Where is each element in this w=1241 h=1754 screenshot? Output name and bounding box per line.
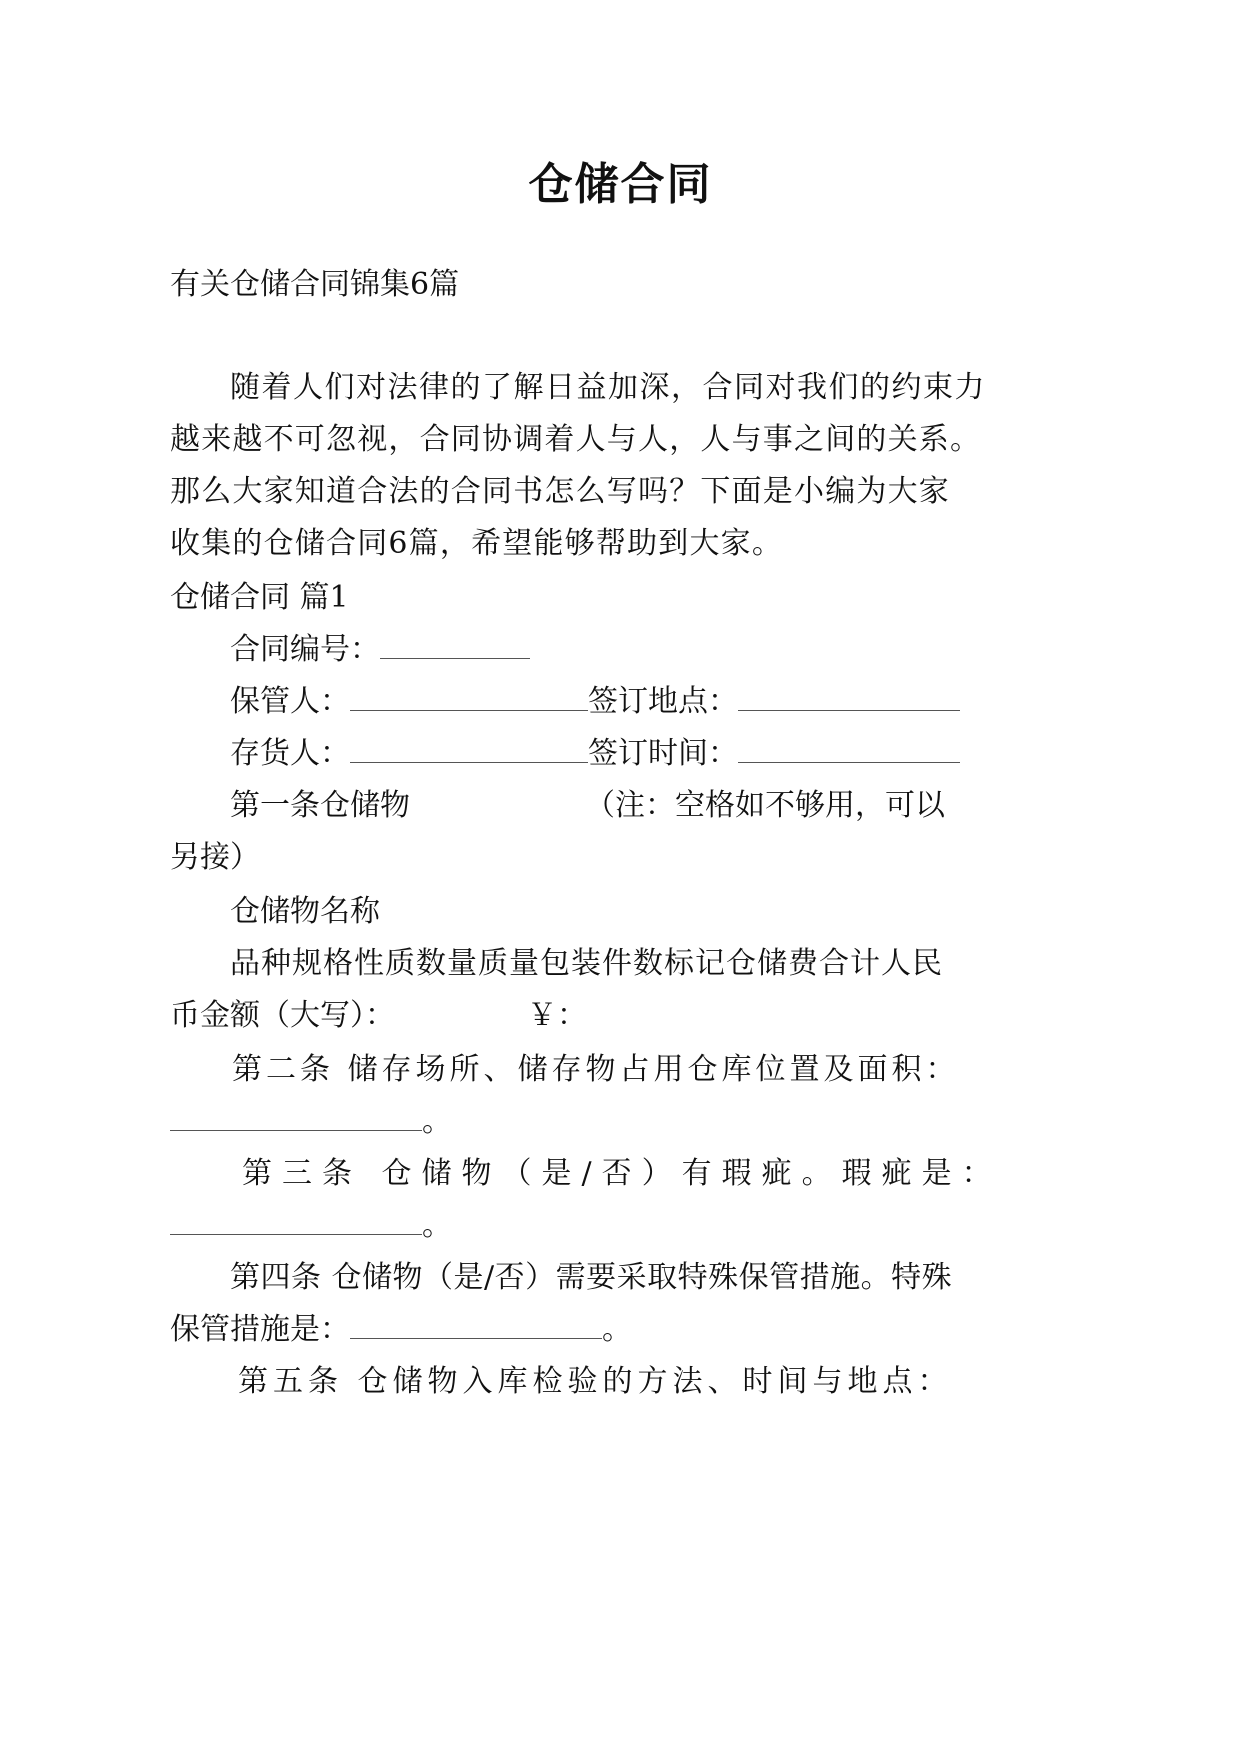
sign-place-label: 签订地点： xyxy=(588,684,738,719)
article-3-blank xyxy=(170,1233,422,1235)
article-5: 第五条 仓储物入库检验的方法、时间与地点： xyxy=(238,1364,953,1399)
article-4-cont: 保管措施是： xyxy=(170,1312,350,1347)
depositor-label: 存货人： xyxy=(230,736,350,771)
contract-number-row xyxy=(230,630,530,670)
intro-line-2: 越来越不可忽视，合同协调着人与人，人与事之间的关系。 xyxy=(170,422,982,457)
article-4-blank xyxy=(350,1337,602,1339)
goods-columns-line: 品种规格性质数量质量包装件数标记仓储费合计人民 xyxy=(230,946,943,981)
keeper-row xyxy=(230,682,960,722)
section-heading: 仓储合同 篇1 xyxy=(170,580,349,615)
contract-number-label: 合同编号： xyxy=(230,632,380,667)
article-1-note: （注：空格如不够用，可以 xyxy=(585,788,945,823)
article-3-period: 。 xyxy=(422,1208,452,1243)
intro-line-3: 那么大家知道合法的合同书怎么写吗？下面是小编为大家 xyxy=(170,474,950,509)
article-4-period: 。 xyxy=(602,1312,632,1347)
depositor-blank xyxy=(350,761,588,763)
article-2-blank-row xyxy=(170,1102,452,1142)
document-title: 仓储合同 xyxy=(528,159,713,210)
sign-time-label: 签订时间： xyxy=(588,736,738,771)
intro-line-4: 收集的仓储合同6篇，希望能够帮助到大家。 xyxy=(170,526,784,561)
article-3: 第三条 仓储物（是/否）有瑕疵。瑕疵是： xyxy=(242,1156,1002,1191)
keeper-blank xyxy=(350,709,588,711)
article-2-period: 。 xyxy=(422,1104,452,1139)
article-4-cont-row xyxy=(170,1310,632,1350)
article-1-note-cont: 另接） xyxy=(170,840,260,875)
contract-number-blank xyxy=(380,657,530,659)
goods-name-label: 仓储物名称 xyxy=(230,894,380,929)
article-3-blank-row xyxy=(170,1206,452,1246)
article-4: 第四条 仓储物（是/否）需要采取特殊保管措施。特殊 xyxy=(230,1260,953,1295)
sign-place-blank xyxy=(738,709,960,711)
intro-line-1: 随着人们对法律的了解日益加深，合同对我们的约束力 xyxy=(230,370,986,405)
article-2-blank xyxy=(170,1129,422,1131)
document-subtitle: 有关仓储合同锦集6篇 xyxy=(170,267,460,302)
sign-time-blank xyxy=(738,761,960,763)
amount-row xyxy=(170,996,587,1036)
keeper-label: 保管人： xyxy=(230,684,350,719)
amount-label: 币金额（大写）： xyxy=(170,998,395,1033)
yen-label: ￥： xyxy=(527,998,587,1033)
depositor-row xyxy=(230,734,960,774)
article-1-heading: 第一条仓储物 xyxy=(230,788,410,823)
article-2: 第二条 储存场所、储存物占用仓库位置及面积： xyxy=(232,1052,960,1087)
